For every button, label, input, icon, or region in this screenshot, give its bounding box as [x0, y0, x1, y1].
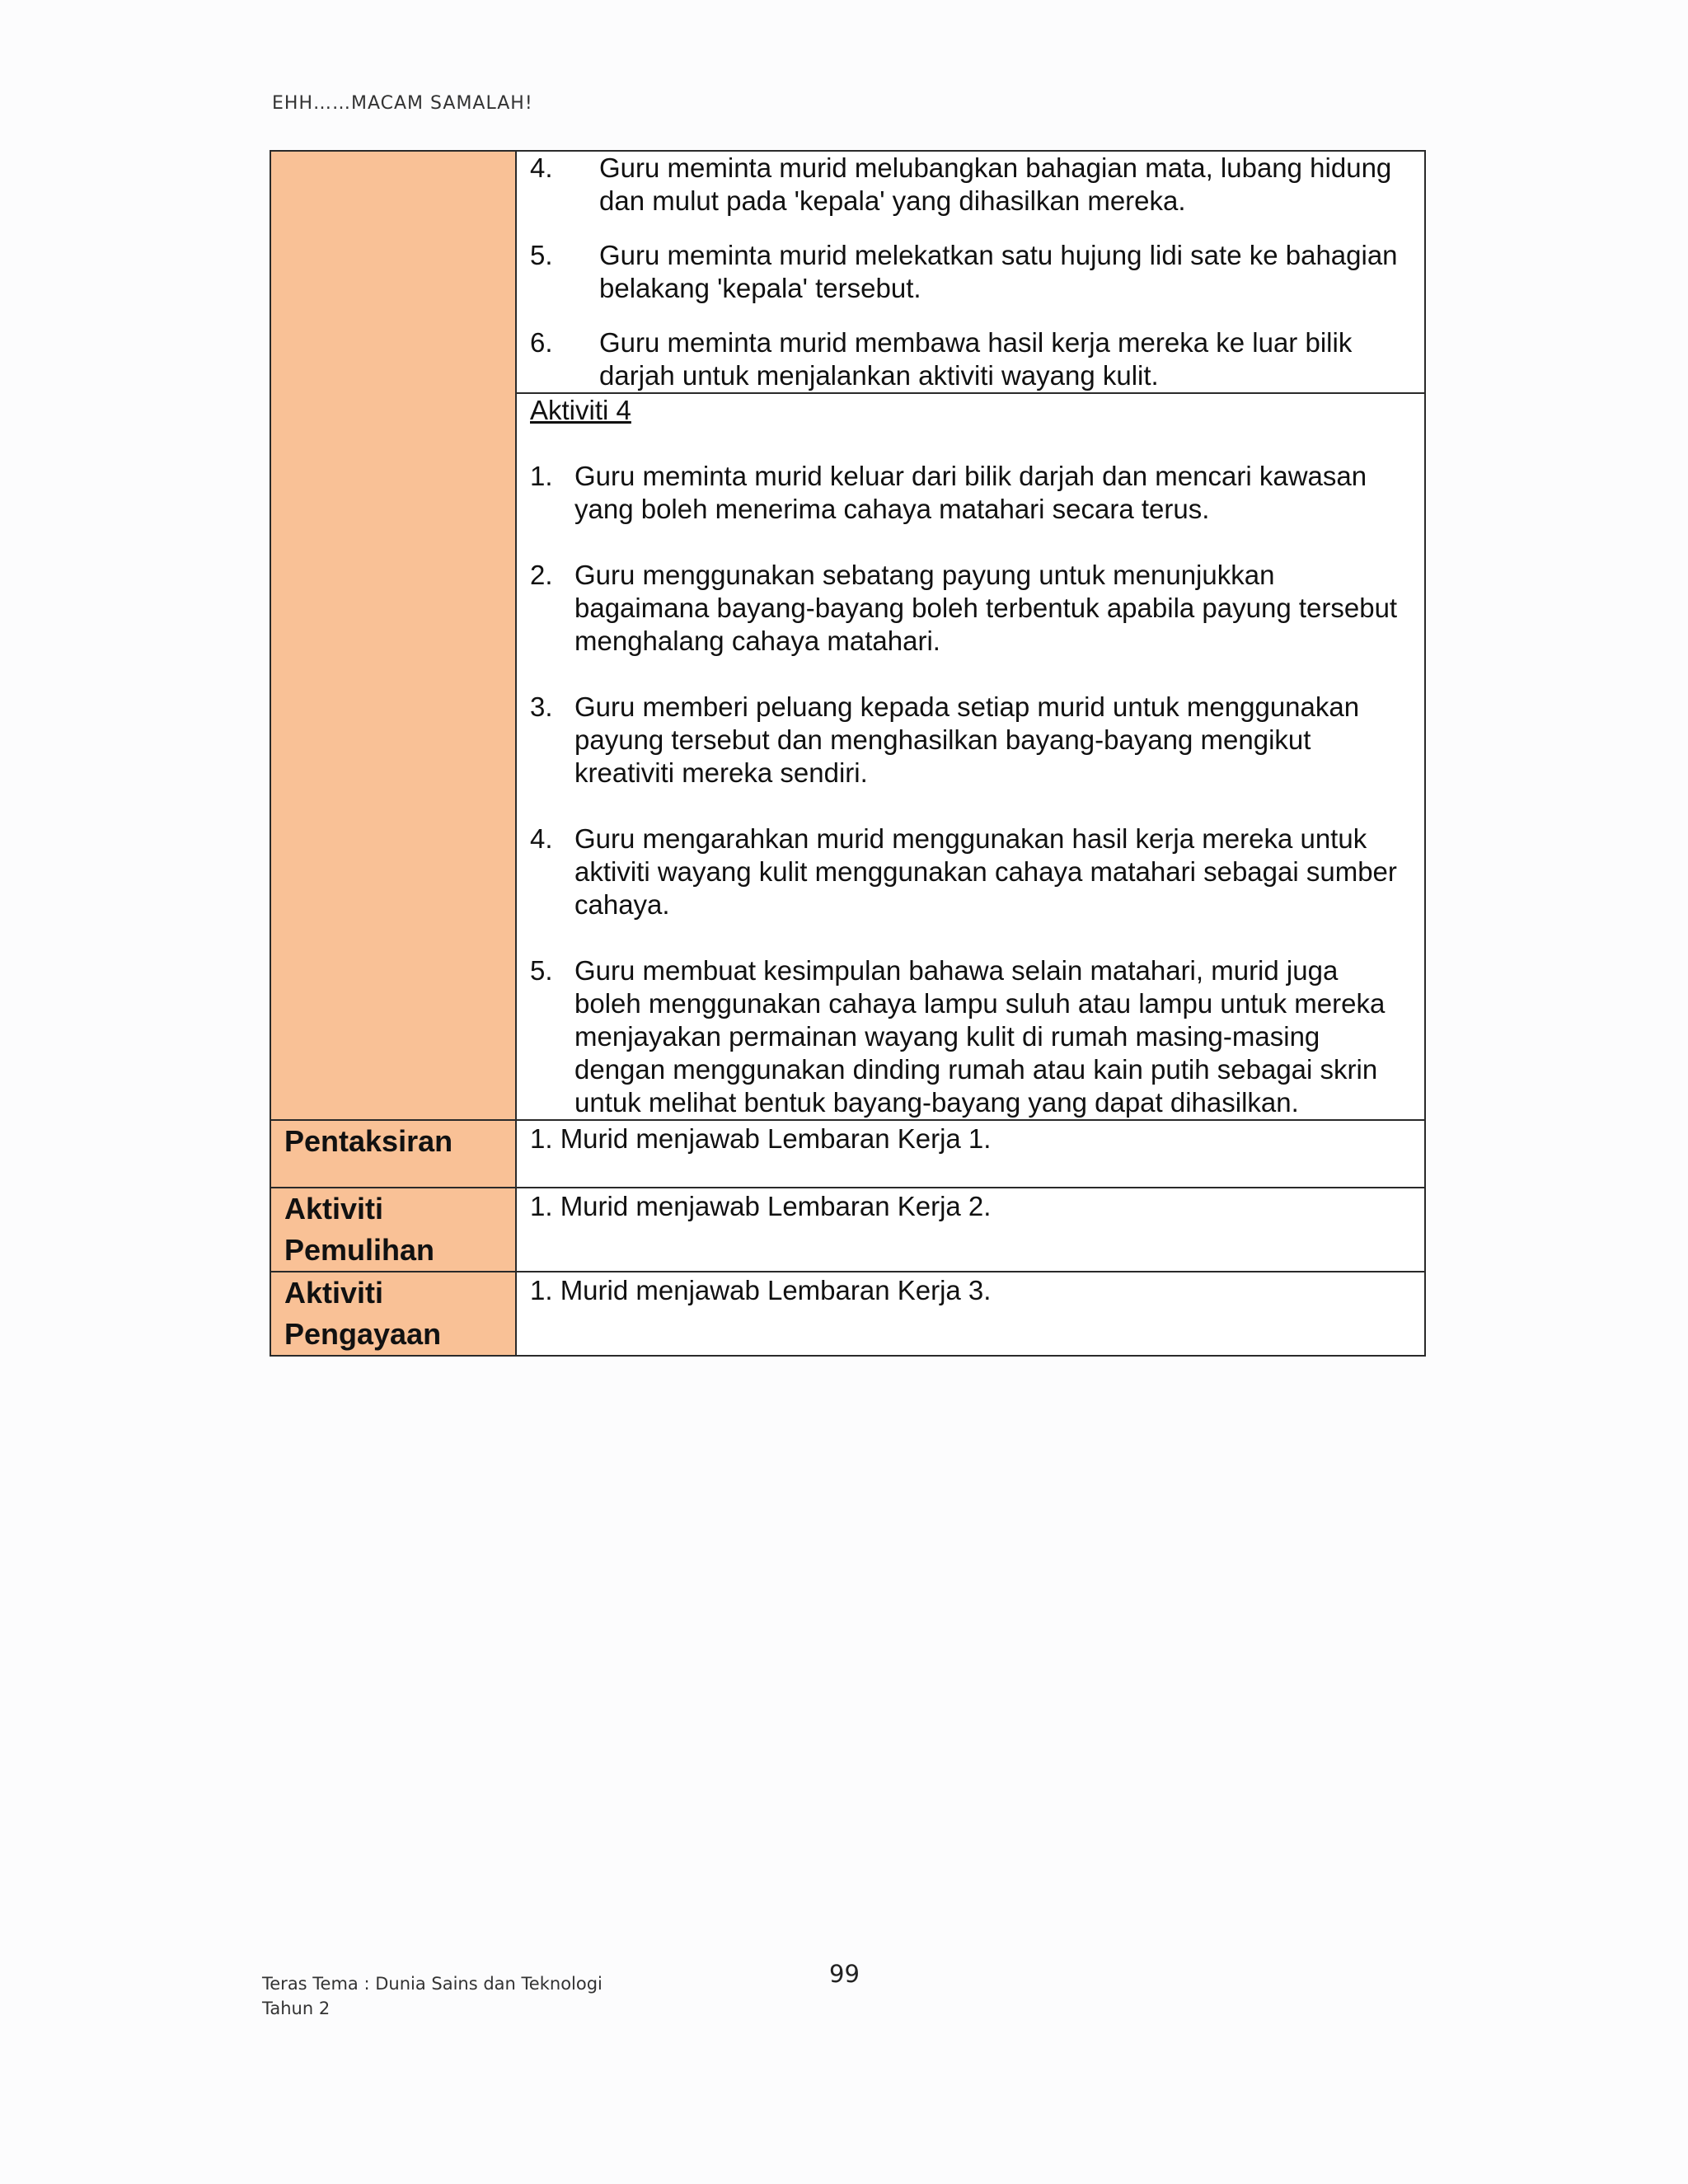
remedial-label-line1: Aktiviti	[284, 1192, 384, 1226]
table-row	[270, 1188, 1425, 1272]
label-cell-empty	[270, 151, 516, 1120]
remedial-label	[271, 1188, 515, 1271]
list-item	[530, 326, 1404, 392]
list-item	[530, 691, 1404, 790]
list-item	[530, 559, 1404, 658]
enrichment-content-cell	[516, 1272, 1425, 1356]
enrichment-label-line1: Aktiviti	[284, 1276, 384, 1310]
list-item	[530, 954, 1404, 1119]
footer-theme: Teras Tema : Dunia Sains dan Teknologi	[262, 1974, 603, 1994]
list-item	[530, 823, 1404, 921]
item-text: Guru meminta murid melekatkan satu hujung lidi sate ke bahagian belakang 'kepala' tersebut.	[599, 240, 1398, 303]
lesson-plan-table	[270, 150, 1426, 1357]
table-row	[270, 1120, 1425, 1188]
item-text: Guru menggunakan sebatang payung untuk menunjukkan bagaimana bayang-bayang boleh terbentuk apabila payung tersebut menghalang cahaya matahari.	[574, 560, 1398, 656]
assessment-content-cell	[516, 1120, 1425, 1188]
footer-info	[262, 1971, 603, 2021]
page-header: EHH……MACAM SAMALAH!	[272, 93, 533, 114]
item-text: Guru meminta murid keluar dari bilik darjah dan mencari kawasan yang boleh menerima cahaya matahari secara terus.	[574, 461, 1367, 524]
remedial-label-line2: Pemulihan	[284, 1233, 435, 1267]
list-item	[530, 460, 1404, 526]
activity4-heading: Aktiviti 4	[530, 395, 631, 425]
assessment-text: 1. Murid menjawab Lembaran Kerja 1.	[530, 1123, 992, 1154]
item-number: 6.	[530, 327, 553, 358]
item-number: 4.	[530, 823, 553, 854]
item-text: Guru meminta murid melubangkan bahagian mata, lubang hidung dan mulut pada 'kepala' yang dihasilkan mereka.	[599, 152, 1392, 216]
item-text: Guru membuat kesimpulan bahawa selain matahari, murid juga boleh menggunakan cahaya lampu suluh atau lampu untuk mereka menjayakan permainan wayang kulit di rumah masing-masing dengan menggunakan dinding rumah atau kain putih sebagai skrin untuk melihat bentuk bayang-bayang yang dapat dihasilkan.	[574, 955, 1386, 1118]
remedial-text: 1. Murid menjawab Lembaran Kerja 2.	[530, 1191, 992, 1221]
enrichment-label	[271, 1272, 515, 1355]
item-number: 3.	[530, 691, 553, 722]
activity4-cell	[516, 393, 1425, 1120]
remedial-content-cell	[516, 1188, 1425, 1272]
table-row	[270, 151, 1425, 393]
page-number: 99	[829, 1960, 860, 1988]
item-number: 5.	[530, 240, 553, 270]
assessment-label: Pentaksiran	[284, 1124, 453, 1158]
activity-steps-cell	[516, 151, 1425, 393]
list-item	[530, 239, 1404, 305]
footer-year: Tahun 2	[262, 1999, 331, 2018]
item-number: 4.	[530, 152, 553, 183]
item-number: 5.	[530, 955, 553, 986]
remedial-label-cell	[270, 1188, 516, 1272]
enrichment-text: 1. Murid menjawab Lembaran Kerja 3.	[530, 1275, 992, 1305]
enrichment-label-line2: Pengayaan	[284, 1317, 442, 1351]
item-number: 1.	[530, 461, 553, 491]
item-text: Guru memberi peluang kepada setiap murid untuk menggunakan payung tersebut dan menghasilkan bayang-bayang mengikut kreativiti mereka sendiri.	[574, 691, 1360, 788]
item-text: Guru mengarahkan murid menggunakan hasil kerja mereka untuk aktiviti wayang kulit menggunakan cahaya matahari sebagai sumber cahaya.	[574, 823, 1397, 920]
assessment-label-cell	[270, 1120, 516, 1188]
item-text: Guru meminta murid membawa hasil kerja mereka ke luar bilik darjah untuk menjalankan aktiviti wayang kulit.	[599, 327, 1353, 391]
list-item	[530, 152, 1404, 218]
table-row	[270, 1272, 1425, 1356]
enrichment-label-cell	[270, 1272, 516, 1356]
item-number: 2.	[530, 560, 553, 590]
